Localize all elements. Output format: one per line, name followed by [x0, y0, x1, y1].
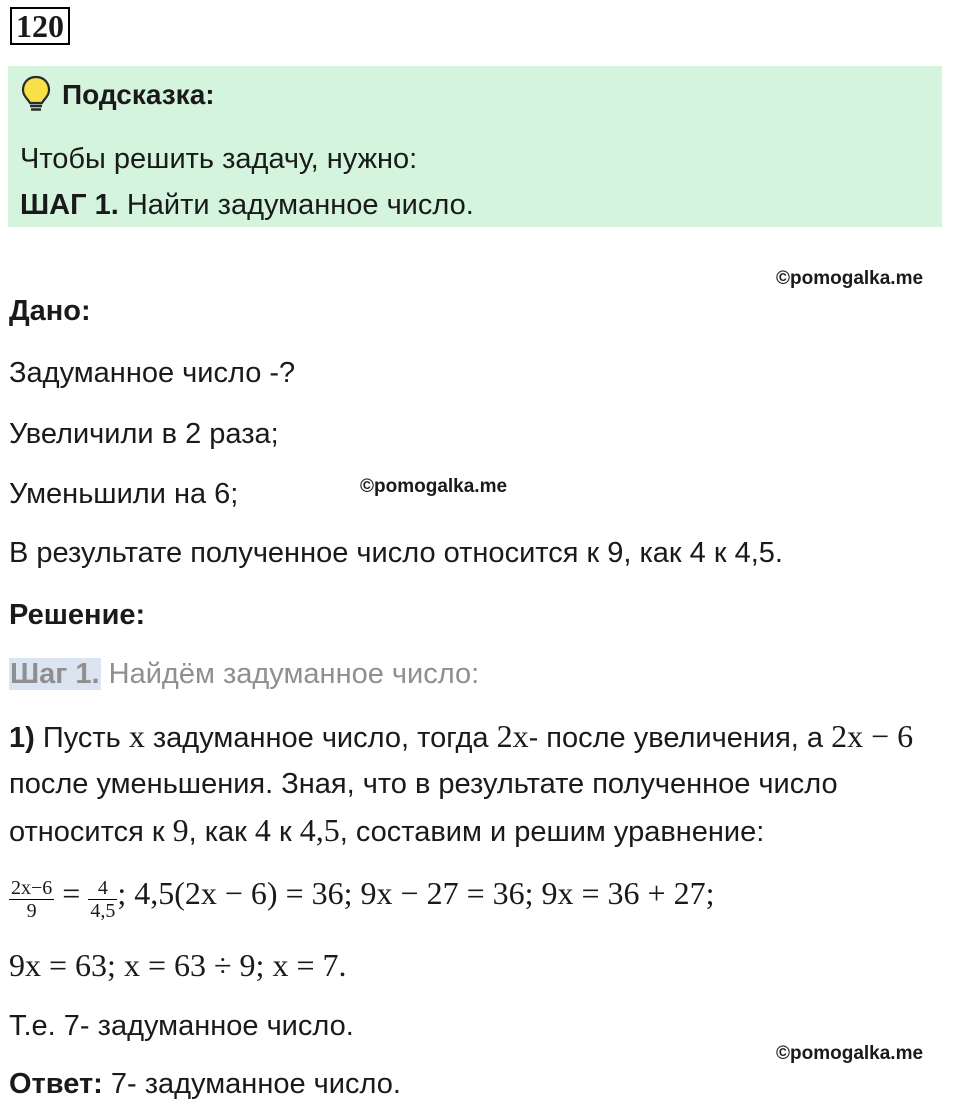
- paragraph-text: Пусть: [34, 722, 129, 754]
- hint-line: Чтобы решить задачу, нужно:: [20, 143, 418, 175]
- math-2x: 2x: [496, 718, 529, 754]
- watermark: ©pomogalka.me: [360, 476, 508, 497]
- solution-step: [9, 658, 479, 691]
- hint-step: [20, 189, 474, 222]
- hint-step-label: ШАГ 1.: [20, 189, 119, 221]
- equals-sign: =: [54, 875, 89, 911]
- paragraph-text: - после увеличения, а: [528, 722, 832, 754]
- step-label: Шаг 1.: [10, 658, 100, 690]
- math-9: 9: [172, 812, 189, 848]
- given-item: В результате полученное число относится к 9, как 4 к 4,5.: [9, 537, 783, 569]
- fraction-numerator: 2x−6: [11, 877, 53, 900]
- given-heading: Дано:: [9, 295, 91, 327]
- answer-text: 7- задуманное число.: [102, 1068, 401, 1100]
- fraction-numerator: 4: [88, 877, 117, 900]
- equation-line-2: 9x = 63; x = 63 ÷ 9; x = 7.: [9, 947, 347, 983]
- watermark: ©pomogalka.me: [776, 1043, 924, 1064]
- paragraph-text: , составим и решим уравнение:: [339, 816, 765, 848]
- given-item: Увеличили в 2 раза;: [9, 418, 279, 450]
- watermark: ©pomogalka.me: [776, 268, 924, 289]
- answer: [9, 1068, 401, 1101]
- hint-title: Подсказка:: [62, 79, 215, 110]
- answer-label: Ответ:: [9, 1068, 103, 1100]
- task-number: 120: [10, 7, 70, 45]
- paragraph-text: задуманное число, тогда: [144, 722, 497, 754]
- math-2x-minus-6: 2x − 6: [831, 718, 914, 754]
- paragraph-text: после уменьшения. Зная, что в результате полученное число относится к: [9, 768, 838, 848]
- math-4: 4: [254, 812, 271, 848]
- step-text: Найдём задуманное число:: [100, 658, 480, 690]
- equation-line-1: [9, 861, 714, 925]
- given-item: Уменьшили на 6;: [9, 478, 239, 510]
- math-4-5: 4,5: [299, 812, 340, 848]
- paragraph-text: к: [270, 816, 300, 848]
- solution-heading: Решение:: [9, 599, 146, 631]
- fraction-denominator: 4,5: [90, 900, 116, 923]
- paragraph-text: , как: [188, 816, 255, 848]
- paragraph-number: 1): [9, 722, 35, 754]
- fraction-right: [88, 877, 117, 922]
- fraction-left: [9, 877, 54, 922]
- solution-paragraph: [9, 713, 951, 855]
- conclusion: Т.е. 7- задуманное число.: [9, 1010, 354, 1042]
- given-item: Задуманное число -?: [9, 357, 296, 389]
- hint-step-text: Найти задуманное число.: [118, 189, 474, 221]
- lightbulb-icon: [20, 75, 52, 118]
- math-x: x: [128, 718, 145, 754]
- equation-rest: ; 4,5(2x − 6) = 36; 9x − 27 = 36; 9x = 36 + 27;: [117, 875, 715, 911]
- fraction-denominator: 9: [26, 900, 37, 923]
